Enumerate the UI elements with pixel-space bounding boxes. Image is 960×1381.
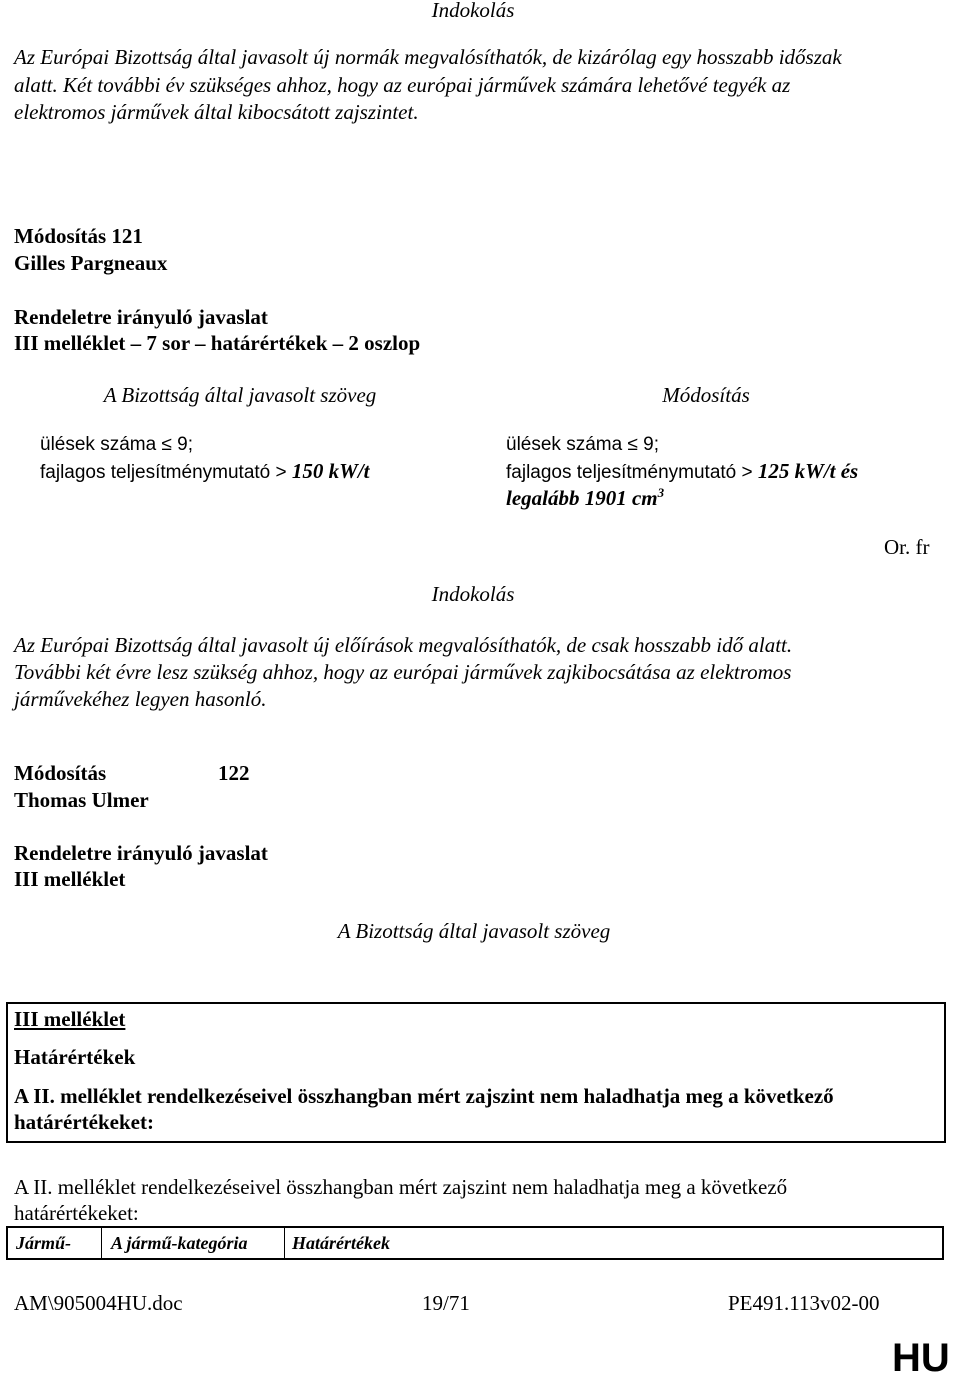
top-justification-line-1: Az Európai Bizottság által javasolt új normák megvalósíthatók, de kizárólag egy hosszabb időszak — [14, 45, 842, 69]
right-line-2-plain: fajlagos teljesítménymutató > — [506, 462, 758, 483]
footer-doc-id: AM\905004HU.doc — [14, 1291, 183, 1315]
box-line-2: határértékeket: — [14, 1110, 154, 1134]
left-line-2-plain: fajlagos teljesítménymutató > — [40, 462, 292, 483]
amendment-121-right-header: Módosítás — [662, 383, 750, 407]
table-header-limits: Határértékek — [292, 1233, 390, 1253]
original-language: Or. fr — [884, 535, 930, 559]
amendment-121-justification-line-2: További két évre lesz szükség ahhoz, hogy az európai járművek zajkibocsátása az elektromos — [14, 660, 792, 684]
amendment-122-label: Módosítás — [14, 761, 107, 785]
plain-line-2: határértékeket: — [14, 1201, 139, 1225]
amendment-121-right-line-2 — [506, 458, 858, 486]
amendment-122-proposal: Rendeletre irányuló javaslat — [14, 841, 268, 865]
box-limits-heading: Határértékek — [14, 1045, 136, 1069]
top-justification-line-2: alatt. Két további év szükséges ahhoz, hogy az európai járművek számára lehetővé tegyék az — [14, 73, 791, 97]
amendment-121-left-line-1: ülések száma ≤ 9; — [40, 434, 193, 455]
right-line-2-emph: 125 kW/t és — [757, 459, 859, 483]
amendment-121-reference: III melléklet – 7 sor – határértékek – 2 oszlop — [14, 331, 421, 355]
amendment-121-justification-line-3: járművekéhez legyen hasonló. — [14, 687, 267, 711]
box-line-1: A II. melléklet rendelkezéseivel összhangban mért zajszint nem haladhatja meg a következő — [14, 1084, 834, 1108]
amendment-122-reference: III melléklet — [14, 867, 126, 891]
footer-reference: PE491.113v02-00 — [728, 1291, 880, 1315]
amendment-122-number: 122 — [218, 761, 250, 785]
footer-language-code: HU — [892, 1336, 950, 1380]
plain-line-1: A II. melléklet rendelkezéseivel összhangban mért zajszint nem haladhatja meg a következő — [14, 1175, 788, 1199]
top-justification-line-3: elektromos járművek által kibocsátott zajszintet. — [14, 100, 419, 124]
amendment-121-proposal: Rendeletre irányuló javaslat — [14, 305, 268, 329]
limits-table-header-row — [6, 1226, 944, 1260]
left-line-2-emph: 150 kW/t — [291, 459, 370, 483]
amendment-121-author: Gilles Pargneaux — [14, 251, 168, 275]
amendment-121-left-header: A Bizottság által javasolt szöveg — [103, 383, 377, 407]
right-line-3-sup: 3 — [657, 485, 665, 500]
table-divider-1 — [101, 1228, 102, 1258]
amendment-121-right-line-3 — [506, 485, 664, 512]
amendment-121-number: Módosítás 121 — [14, 224, 143, 248]
table-header-category: A jármű-kategória — [111, 1233, 248, 1253]
box-annex-heading: III melléklet — [14, 1007, 126, 1031]
right-line-3-text: legalább 1901 cm — [506, 486, 658, 510]
amendment-122-author: Thomas Ulmer — [14, 788, 149, 812]
amendment-121-justification-title: Indokolás — [431, 582, 515, 606]
table-header-vehicle: Jármű- — [16, 1233, 72, 1253]
amendment-122-column-header: A Bizottság által javasolt szöveg — [337, 919, 611, 943]
amendment-121-left-line-2 — [40, 458, 369, 486]
amendment-121-right-line-1: ülések száma ≤ 9; — [506, 434, 659, 455]
amendment-121-justification-line-1: Az Európai Bizottság által javasolt új előírások megvalósíthatók, de csak hosszabb idő alatt. — [14, 633, 793, 657]
footer-page-number: 19/71 — [422, 1291, 470, 1315]
table-divider-2 — [284, 1228, 285, 1258]
top-justification-title: Indokolás — [431, 0, 515, 22]
